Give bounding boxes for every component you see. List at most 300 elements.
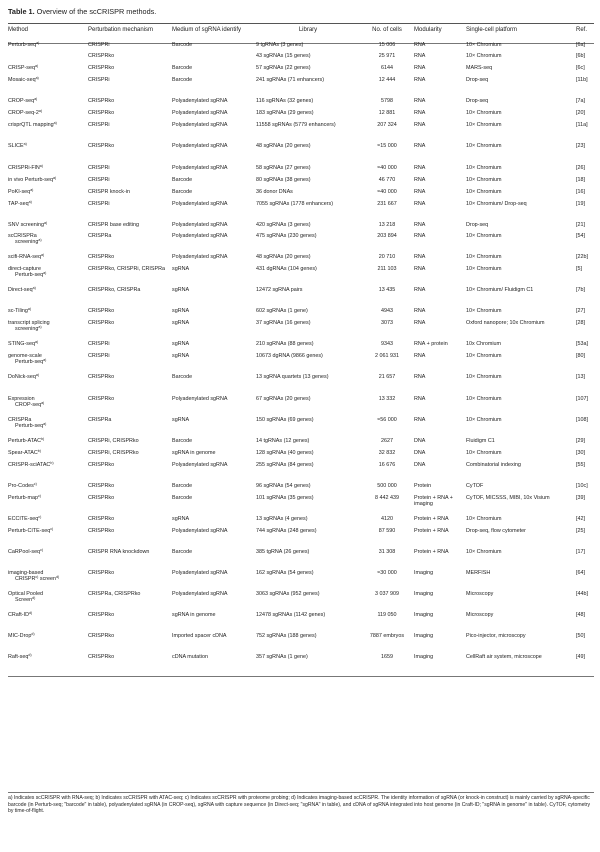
method-name: Perturb-seq [8,42,37,48]
cell-platform: 10× Chromium [466,110,502,116]
cell-ref: [108] [576,417,588,423]
cell-cell-count: 4943 [381,308,393,314]
cell-ref: [11b] [576,77,588,83]
footnote-marker: d) [31,631,35,636]
cell-library: 210 sgRNAs (88 genes) [256,341,314,347]
cell-cell-count: 21 657 [378,374,396,380]
footnote-marker: b) [50,460,54,465]
cell-library: 475 sgRNAs (230 genes) [256,233,317,239]
cell-mechanism: CRISPRko [88,374,115,380]
method-name: genome-scale [8,353,42,359]
cell-modularity: RNA [414,374,426,380]
cell-platform: Fluidigm C1 [466,438,495,444]
footnote-marker: c) [37,493,41,498]
cell-medium: Barcode [172,65,193,71]
cell-medium: Polyadenylated sgRNA [172,222,228,228]
method-name: Mosaic-seq [8,77,36,83]
cell-method [8,189,88,201]
cell-method [8,143,88,165]
cell-modularity: Imaging [414,612,434,618]
cell-method [8,98,88,110]
cell-medium: Barcode [172,42,193,48]
table-row [8,462,594,483]
table-row [8,438,594,450]
cell-platform: 10× Chromium [466,396,502,402]
cell-method [8,374,88,396]
cell-mechanism: CRISPRko [88,396,115,402]
cell-library: 255 sgRNAs (84 genes) [256,462,314,468]
cell-method [8,110,88,122]
footnote-marker: b) [37,448,41,453]
cell-method [8,222,88,233]
header-method: Method [8,27,29,33]
bottom-rule [8,676,594,677]
cell-modularity: Imaging [414,654,434,660]
cell-method [8,591,88,612]
method-continuation-text: CRISPR [15,576,36,583]
cell-ref: [6c] [576,65,585,71]
cell-modularity: RNA + protein [414,341,448,347]
method-name: crisprQTL mapping [8,122,54,128]
table-row [8,53,594,65]
cell-ref: [7a] [576,98,585,104]
cell-cell-count: 3073 [381,320,393,326]
footnote-marker: a) [34,96,38,101]
cell-method [8,65,88,77]
cell-cell-count: 25 971 [378,53,396,59]
cell-modularity: RNA [414,266,426,272]
cell-platform: Microscopy [466,612,494,618]
method-continuation [8,597,88,603]
cell-library: 67 sgRNAs (20 genes) [256,396,311,402]
cell-cell-count: 9343 [381,341,393,347]
footnote-marker: a) [43,271,47,276]
cell-medium: Polyadenylated sgRNA [172,254,228,260]
footnote-marker: a) [52,175,57,180]
cell-cell-count: 7887 embryos [369,633,405,639]
cell-mechanism: CRISPRko [88,528,115,534]
method-continuation-text: Screen [15,597,33,604]
cell-method [8,417,88,438]
cell-mechanism: CRISPRko, CRISPRa [88,287,141,293]
method-name: imaging-based [8,570,44,576]
cell-cell-count: 8 442 439 [375,495,399,501]
cell-modularity: RNA [414,177,426,183]
cell-platform: CyTOF, MICSSS, MIBI, 10x Visium [466,495,550,501]
table-row [8,287,594,308]
cell-platform: Microscopy [466,591,494,597]
cell-cell-count: 2627 [381,438,393,444]
cell-medium: Polyadenylated sgRNA [172,143,228,149]
cell-ref: [16] [576,189,585,195]
cell-cell-count: ≈40 000 [377,189,397,195]
footnote-marker: a) [41,401,45,406]
table-row [8,549,594,570]
cell-modularity: Protein + RNA + imaging [414,495,453,508]
cell-cell-count: 15 006 [378,42,396,48]
method-name: CaRPool-seq [8,549,41,555]
footnote-marker: a) [38,238,42,243]
method-continuation-text: CROP-seq [15,402,42,409]
table-row [8,612,594,633]
method-name: Perturb-CITE-seq [8,528,51,534]
cell-ref: [20] [576,110,585,116]
cell-platform: 10× Chromium [466,353,502,359]
header-ref: Ref. [576,27,588,33]
cell-ref: [64] [576,570,585,576]
cell-library: 602 sgRNAs (1 gene) [256,308,308,314]
cell-mechanism: CRISPRa, CRISPRko [88,591,141,597]
header-platform: Single-cell platform [466,27,518,33]
cell-medium: sgRNA [172,287,190,293]
cell-method [8,549,88,570]
method-continuation-text: Perturb-seq [15,359,44,366]
table-row [8,254,594,266]
cell-platform: Combinatorial indexing [466,462,521,468]
cell-ref: [27] [576,308,585,314]
cell-ref: [29] [576,438,585,444]
cell-modularity: Protein + RNA [414,528,449,534]
method-name: Direct-seq [8,287,33,293]
table-row [8,177,594,189]
table-row [8,65,594,77]
cell-method [8,612,88,633]
table-row [8,341,594,353]
cell-cell-count: 32 832 [378,450,396,456]
cell-method [8,122,88,143]
cell-medium: cDNA mutation [172,654,208,660]
table-row [8,633,594,654]
method-name: SLICE [8,143,24,149]
cell-ref: [48] [576,612,585,618]
cell-library: 48 sgRNAs (20 genes) [256,254,311,260]
table-row [8,396,594,417]
cell-library: 3063 sgRNAs (952 genes) [256,591,320,597]
cell-cell-count: ≈56 000 [377,417,397,423]
cell-platform: MARS-seq [466,65,493,71]
cell-library: 10673 dgRNA (9866 genes) [256,353,323,359]
cell-mechanism: CRISPRi [88,177,110,183]
cell-modularity: RNA [414,201,426,207]
table-row [8,98,594,110]
cell-method [8,341,88,353]
cell-cell-count: 46 770 [378,177,396,183]
table-row [8,353,594,374]
footnote-marker: a) [30,187,34,192]
header-mechanism: Perturbation mechanism [88,27,154,33]
cell-platform: Drop-seq, flow cytometer [466,528,526,534]
cell-modularity: Protein + RNA [414,516,449,522]
cell-modularity: RNA [414,417,426,423]
cell-modularity: RNA [414,396,426,402]
cell-mechanism: CRISPR knock-in [88,189,130,195]
cell-method [8,287,88,308]
method-continuation [8,359,88,365]
table-row [8,266,594,287]
table-row [8,110,594,122]
cell-medium: sgRNA [172,320,190,326]
cell-platform: 10x Chromium [466,341,502,347]
cell-cell-count: 211 103 [377,266,397,272]
cell-library: 96 sgRNAs (54 genes) [256,483,311,489]
cell-medium: Polyadenylated sgRNA [172,201,228,207]
method-name: Optical Pooled [8,591,44,597]
table-row [8,591,594,612]
cell-medium: Polyadenylated sgRNA [172,122,228,128]
method-continuation [8,326,88,332]
cell-library: 431 dgRNAs (104 genes) [256,266,317,272]
method-name: ECCITE-seq [8,516,39,522]
cell-platform: MERFISH [466,570,491,576]
cell-library: 744 sgRNAs (248 genes) [256,528,317,534]
method-continuation [8,402,88,408]
cell-medium: Polyadenylated sgRNA [172,570,228,576]
cell-library: 241 sgRNAs (71 enhancers) [256,77,325,83]
cell-library: 128 sgRNAs (40 genes) [256,450,314,456]
cell-mechanism: CRISPRi, CRISPRko [88,450,139,456]
cell-method [8,53,88,65]
cell-cell-count: 13 332 [378,396,396,402]
cell-cell-count: 12 444 [378,77,396,83]
cell-medium: Imported spacer cDNA [172,633,227,639]
method-name: direct-capture [8,266,41,272]
footnote-marker: a) [23,141,27,146]
cell-ref: [11a] [576,122,588,128]
cell-medium: Polyadenylated sgRNA [172,528,228,534]
footnote-text: a) Indicates scCRISPR with RNA-seq; b) Indicates scCRISPR with ATAC-seq; c) Indicates scCRISPR with proteome probing; d) Indicates imaging-based scCRISPR. The identity information of sgRNA (or knock-in construct) is mainly carried by sgRNA-specific barcode (in Perturb-seq; "barcode" in table), polyadenylated sgRNA (in CROP-seq), sgRNA with capture sequence (in Direct-seq; "sgRNA" in table), and cDNA of sgRNA integrated into host genome (in Craft-ID; "sgRNA in genome" in table). CyTOF, cytometry by time-of-flight. [8,795,591,814]
cell-platform: Drop-seq [466,98,489,104]
cell-library: 36 donor DNAs [256,189,293,195]
cell-medium: Polyadenylated sgRNA [172,98,228,104]
cell-modularity: Imaging [414,570,434,576]
cell-medium: Barcode [172,177,193,183]
cell-modularity: RNA [414,53,426,59]
cell-library: 7055 sgRNAs (1778 enhancers) [256,201,334,207]
cell-platform: Oxford nanopore; 10x Chromium [466,320,545,326]
cell-library: 101 sgRNAs (35 genes) [256,495,314,501]
cell-mechanism: CRISPRi, CRISPRko [88,438,139,444]
cell-method [8,516,88,528]
cell-modularity: RNA [414,320,426,326]
cell-ref: [17] [576,549,585,555]
cell-modularity: DNA [414,438,426,444]
footnote-marker: a) [53,120,57,125]
cell-cell-count: ≈15 000 [377,143,397,149]
cell-library: 12478 sgRNAs (1142 genes) [256,612,326,618]
table-row [8,222,594,233]
cell-platform: 10× Chromium [466,450,502,456]
cell-medium: Barcode [172,77,193,83]
table-row [8,417,594,438]
cell-modularity: RNA [414,42,426,48]
cell-mechanism: CRISPRko [88,462,115,468]
cell-ref: [42] [576,516,585,522]
cell-platform: 10× Chromium [466,165,502,171]
footnote-marker: a) [39,163,43,168]
cell-modularity: Protein + RNA [414,549,449,555]
cell-platform: Drop-seq [466,77,489,83]
method-name: Perturb-ATAC [8,438,42,444]
cell-cell-count: 203 894 [377,233,397,239]
cell-platform: 10× Chromium [466,143,502,149]
method-name: SNV screening [8,222,44,228]
cell-mechanism: CRISPRko [88,495,115,501]
cell-mechanism: CRISPRi [88,341,110,347]
cell-mechanism: CRISPRko [88,143,115,149]
cell-method [8,450,88,462]
cell-mechanism: CRISPRi [88,201,110,207]
footnote-marker: a) [35,372,40,377]
cell-mechanism: CRISPRi [88,42,110,48]
method-name: CRISPRa [8,417,32,423]
cell-method [8,266,88,287]
footnote-marker: a) [32,285,36,290]
cell-medium: Barcode [172,549,193,555]
footnote-rule [8,792,594,793]
cell-library: 13 sgRNA quartets (13 genes) [256,374,329,380]
cell-method [8,165,88,177]
header-library: Library [298,27,318,33]
table-row [8,308,594,320]
cell-medium: Barcode [172,495,193,501]
cell-medium: Barcode [172,438,193,444]
cell-modularity: RNA [414,353,426,359]
cell-medium: Polyadenylated sgRNA [172,396,228,402]
cell-library: 752 sgRNAs (188 genes) [256,633,317,639]
footnote-marker: c) [38,514,42,519]
cell-method [8,308,88,320]
method-continuation [8,272,88,278]
header-modularity: Modularity [414,27,442,33]
cell-mechanism: CRISPRko [88,110,115,116]
cell-mechanism: CRISPRko [88,633,115,639]
cell-method [8,396,88,417]
cell-library: 357 sgRNAs (1 gene) [256,654,308,660]
method-name: Expression [8,396,35,402]
cell-modularity: RNA [414,254,426,260]
method-name: STING-seq [8,341,35,347]
cell-method [8,353,88,374]
cell-mechanism: CRISPRi [88,77,110,83]
cell-library: 12472 sgRNA pairs [256,287,303,293]
cell-platform: 10× Chromium [466,516,502,522]
cell-platform: 10× Chromium [466,308,502,314]
cell-library: 9 tgRNAs (3 genes) [256,42,304,48]
cell-mechanism: CRISPRko [88,65,115,71]
method-continuation [8,576,88,582]
cell-method [8,254,88,266]
method-name: sc-Tiling [8,308,28,314]
cell-cell-count: 500 000 [377,483,397,489]
footnote-marker: c) [40,547,44,552]
footnote-marker: d) [32,596,36,601]
cell-ref: [13] [576,374,585,380]
cell-ref: [28] [576,320,585,326]
cell-platform: 10× Chromium [466,189,502,195]
method-name: CRaft-ID [8,612,29,618]
footnote-marker: a) [28,199,32,204]
cell-library: 58 sgRNAs (27 genes) [256,165,311,171]
table-row [8,374,594,396]
table-row [8,450,594,462]
cell-modularity: Protein [414,483,432,489]
cell-mechanism: CRISPRko [88,612,115,618]
cell-medium: sgRNA in genome [172,612,216,618]
cell-mechanism: CRISPRa [88,233,112,239]
cell-mechanism: CRISPRko [88,570,115,576]
cell-medium [172,53,256,65]
cell-library: 37 sgRNAs (16 genes) [256,320,311,326]
method-continuation [8,239,88,245]
table-row [8,516,594,528]
cell-cell-count: 6144 [381,65,393,71]
cell-medium: sgRNA in genome [172,450,216,456]
method-continuation-text: Perturb-seq [15,423,44,430]
method-name: scCRISPRa [8,233,37,239]
caption-label: Table 1. [8,7,35,16]
method-name: DoNick-seq [8,374,36,380]
cell-modularity: RNA [414,122,426,128]
cell-ref: [44b] [576,591,588,597]
footnote-marker: a) [38,325,42,330]
cell-library: 43 sgRNAs (15 genes) [256,53,311,59]
table-row [8,570,594,591]
footnote-marker: c) [50,526,54,531]
footnote-marker: a) [27,306,32,311]
cell-platform: 10× Chromium [466,374,502,380]
cell-ref: [6b] [576,53,585,59]
cell-medium: Polyadenylated sgRNA [172,165,228,171]
cell-mechanism: CRISPRko [88,516,115,522]
table-row [8,528,594,549]
cell-modularity: RNA [414,65,426,71]
cell-medium: Polyadenylated sgRNA [172,591,228,597]
cell-medium: Barcode [172,374,193,380]
cell-mechanism: CRISPRko [88,320,115,326]
cell-mechanism: CRISPRko [88,483,115,489]
cell-platform: Pico-injector, microscopy [466,633,526,639]
cell-ref: [19] [576,201,585,207]
top-rule [8,23,594,24]
cell-platform: 10× Chromium/ Fluidigm C1 [466,287,534,293]
method-name: Spear-ATAC [8,450,38,456]
cell-medium: sgRNA [172,341,190,347]
cell-ref: [5] [576,266,582,272]
cell-mechanism: CRISPRko [88,654,115,660]
cell-library: 162 sgRNAs (54 genes) [256,570,314,576]
table-row [8,320,594,341]
cell-cell-count: 207 324 [377,122,397,128]
cell-mechanism: CRISPRi [88,122,110,128]
cell-modularity: RNA [414,110,426,116]
method-name: CRISPRi-FlN [8,165,40,171]
cell-cell-count: 12 881 [378,110,396,116]
method-name: CROP-seq [8,98,35,104]
cell-cell-count: 231 667 [377,201,397,207]
cell-medium: sgRNA [172,353,190,359]
methods-table [8,27,594,675]
cell-platform: 10× Chromium [466,177,502,183]
cell-ref: [80] [576,353,585,359]
table-row [8,77,594,98]
method-continuation-text: screening [15,326,39,333]
cell-method [8,570,88,591]
footnote-marker: b) [41,436,45,441]
cell-ref: [21] [576,222,585,228]
cell-library: 13 sgRNAs (4 genes) [256,516,308,522]
cell-cell-count: 5798 [381,98,393,104]
footnote-marker: d) [28,610,33,615]
